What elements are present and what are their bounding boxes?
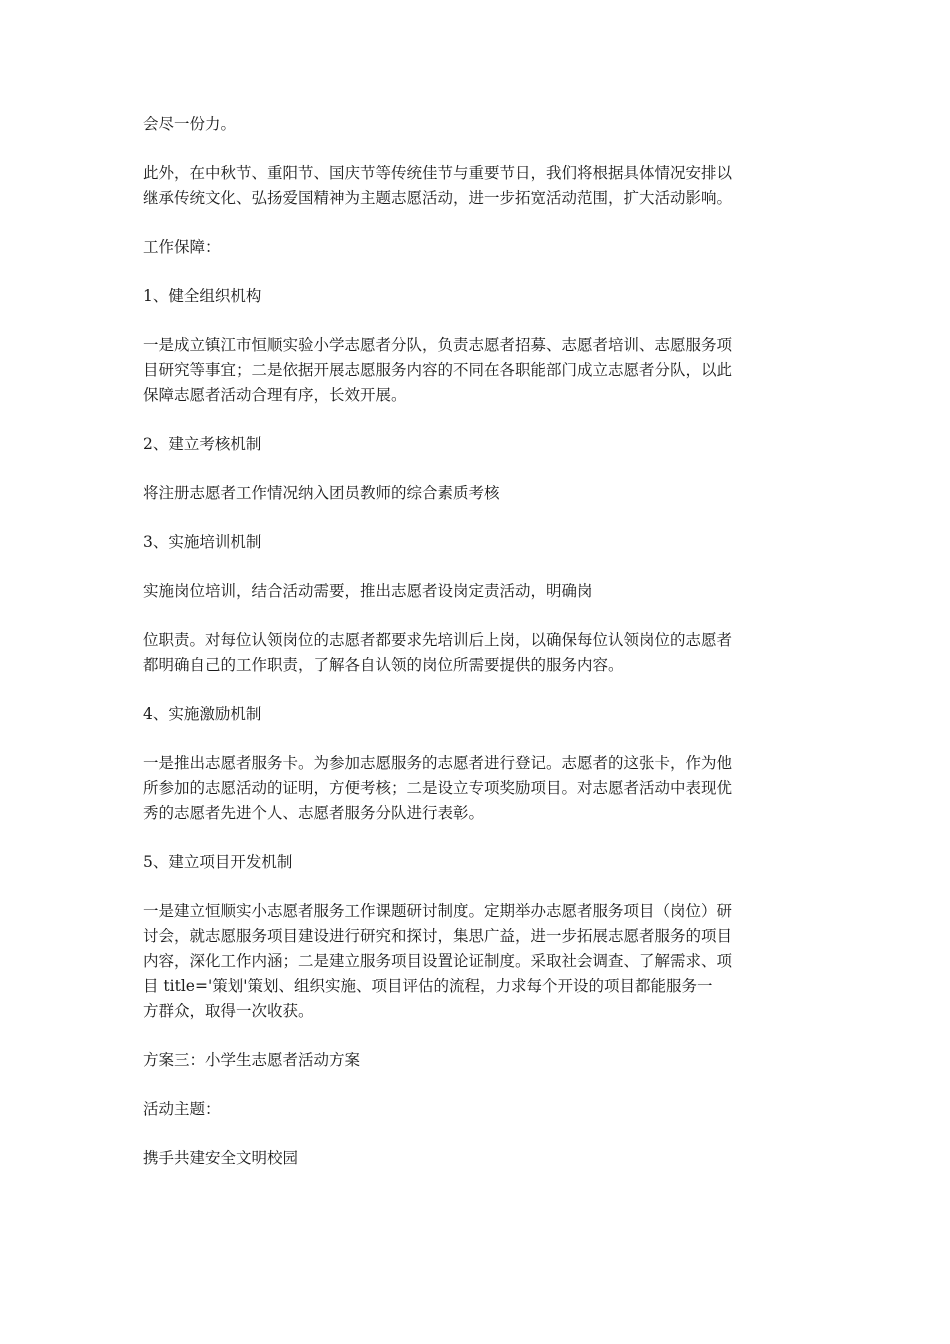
paragraph [143,899,815,1024]
text-line: 内容，深化工作内涵；二是建立服务项目设置论证制度。采取社会调查、了解需求、项 [143,952,733,970]
text-line: 保障志愿者活动合理有序，长效开展。 [143,386,407,404]
text-line: 工作保障： [143,238,221,256]
text-line: 携手共建安全文明校园 [143,1149,299,1167]
paragraph [143,628,815,678]
text-line: 实施岗位培训，结合活动需要，推出志愿者设岗定责活动，明确岗 [143,582,593,600]
text-line: 3、实施培训机制 [143,533,262,551]
paragraph [143,1097,815,1122]
text-line: 都明确自己的工作职责，了解各自认领的岗位所需要提供的服务内容。 [143,656,624,674]
paragraph [143,481,815,506]
section-heading [143,284,815,309]
text-line: 继承传统文化、弘扬爱国精神为主题志愿活动，进一步拓宽活动范围，扩大活动影响。 [143,189,733,207]
section-heading [143,850,815,875]
text-line: 2、建立考核机制 [143,435,262,453]
text-line: 秀的志愿者先进个人、志愿者服务分队进行表彰。 [143,804,485,822]
text-line: 目研究等事宜；二是依据开展志愿服务内容的不同在各职能部门成立志愿者分队，以此 [143,361,733,379]
text-line: 此外，在中秋节、重阳节、国庆节等传统佳节与重要节日，我们将根据具体情况安排以 [143,164,733,182]
section-heading [143,1048,815,1073]
text-line: 1、健全组织机构 [143,287,262,305]
text-line: 一是推出志愿者服务卡。为参加志愿服务的志愿者进行登记。志愿者的这张卡，作为他 [143,754,733,772]
text-line: 活动主题： [143,1100,221,1118]
text-line: 将注册志愿者工作情况纳入团员教师的综合素质考核 [143,484,500,502]
section-heading [143,530,815,555]
paragraph [143,235,815,260]
text-line: 方群众，取得一次收获。 [143,1002,314,1020]
text-line: 一是建立恒顺实小志愿者服务工作课题研讨制度。定期举办志愿者服务项目（岗位）研 [143,902,733,920]
text-line: 所参加的志愿活动的证明，方便考核；二是设立专项奖励项目。对志愿者活动中表现优 [143,779,733,797]
text-line: 4、实施激励机制 [143,705,262,723]
document-body [143,112,815,1171]
paragraph [143,333,815,408]
paragraph [143,751,815,826]
text-line: 会尽一份力。 [143,115,237,133]
paragraph [143,579,815,604]
section-heading [143,702,815,727]
paragraph [143,161,815,211]
text-line: 讨会，就志愿服务项目建设进行研究和探讨，集思广益，进一步拓展志愿者服务的项目 [143,927,733,945]
paragraph [143,1146,815,1171]
paragraph [143,112,815,137]
text-line: 位职责。对每位认领岗位的志愿者都要求先培训后上岗，以确保每位认领岗位的志愿者 [143,631,733,649]
text-line: 5、建立项目开发机制 [143,853,293,871]
text-line: 方案三：小学生志愿者活动方案 [143,1051,361,1069]
text-line: 一是成立镇江市恒顺实验小学志愿者分队，负责志愿者招募、志愿者培训、志愿服务项 [143,336,733,354]
text-line: 目 title='策划'策划、组织实施、项目评估的流程，力求每个开设的项目都能服务一 [143,977,713,995]
section-heading [143,432,815,457]
